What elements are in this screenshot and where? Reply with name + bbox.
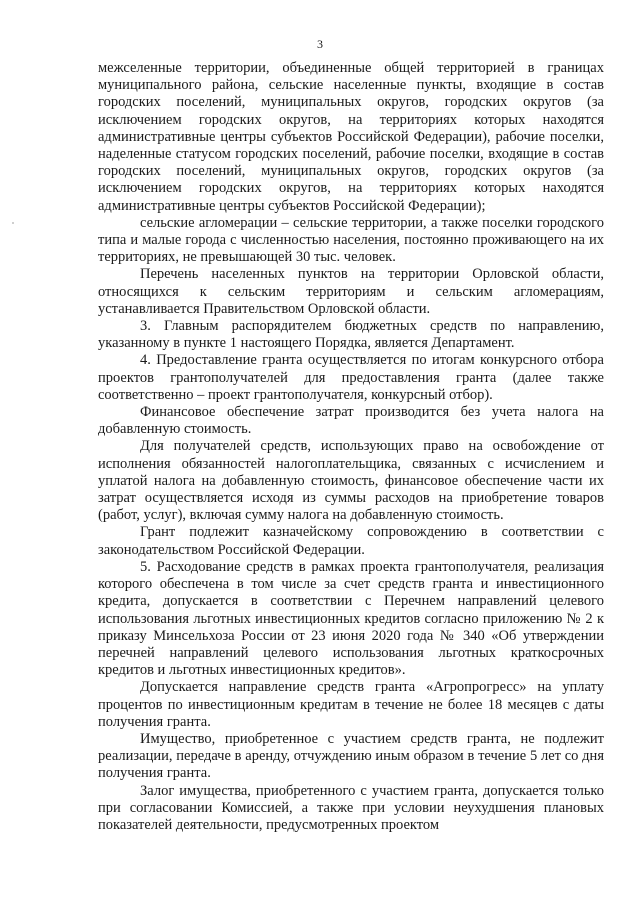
document-body — [98, 60, 604, 834]
paragraph-vat-exclusion: Финансовое обеспечение затрат производится без учета налога на добавленную стоимость. — [98, 404, 604, 438]
page-number: 3 — [317, 37, 323, 51]
paragraph-item-5: 5. Расходование средств в рамках проекта грантополучателя, реализация которого обеспечена в том числе за счет средств гранта и инвестиционного кредита, допускается в соответствии с Перечнем направлений целевого использования льготных инвестиционных кредитов согласно приложению № 2 к приказу Минсельхоза России от 23 июня 2020 года № 340 «Об утверждении перечней направлений целевого использования льготных краткосрочных кредитов и льготных инвестиционных кредитов». — [98, 558, 604, 679]
paragraph-pledge: Залог имущества, приобретенного с участием гранта, допускается только при согласовании Комиссией, а также при условии неухудшения плановых показателей деятельности, предусмотренных проектом — [98, 782, 604, 833]
paragraph-item-3: 3. Главным распорядителем бюджетных средств по направлению, указанному в пункте 1 настоящего Порядка, является Департамент. — [98, 318, 604, 352]
paragraph-rural-territories-continued: межселенные территории, объединенные общей территорией в границах муниципального района, сельские населенные пункты, входящие в состав городских поселений, муниципальных округов, городских округов (за исключением городских округов, на территориях которых находятся административные центры субъектов Российской Федерации), рабочие поселки, наделенные статусом городских поселений, рабочие поселки, входящие в состав городских поселений, муниципальных округов, городских округов (за исключением городских округов, на территориях которых находятся административные центры субъектов Российской Федерации); — [98, 60, 604, 214]
paragraph-interest-payment: Допускается направление средств гранта «Агропрогресс» на уплату процентов по инвестиционным кредитам в течение не более 18 месяцев с даты получения гранта. — [98, 679, 604, 730]
paragraph-item-4: 4. Предоставление гранта осуществляется по итогам конкурсного отбора проектов грантополучателей для предоставления гранта (далее также соответственно – проект грантополучателя, конкурсный отбор). — [98, 352, 604, 403]
scan-speck — [12, 222, 14, 224]
paragraph-rural-agglomerations: сельские агломерации – сельские территории, а также поселки городского типа и малые города с численностью населения, постоянно проживающего на их территориях, не превышающей 30 тыс. человек. — [98, 214, 604, 266]
paragraph-vat-exempt: Для получателей средств, использующих право на освобождение от исполнения обязанностей налогоплательщика, связанных с исчислением и уплатой налога на добавленную стоимость, финансовое обеспечение части их затрат осуществляется исходя из суммы расходов на приобретение товаров (работ, услуг), включая сумму налога на добавленную стоимость. — [98, 438, 604, 524]
paragraph-property-restriction: Имущество, приобретенное с участием средств гранта, не подлежит реализации, передаче в аренду, отчуждению иным образом в течение 5 лет со дня получения гранта. — [98, 730, 604, 782]
paragraph-treasury-support: Грант подлежит казначейскому сопровождению в соответствии с законодательством Российской Федерации. — [98, 524, 604, 558]
paragraph-settlements-list: Перечень населенных пунктов на территории Орловской области, относящихся к сельским территориям и сельским агломерациям, устанавливается Правительством Орловской области. — [98, 266, 604, 317]
